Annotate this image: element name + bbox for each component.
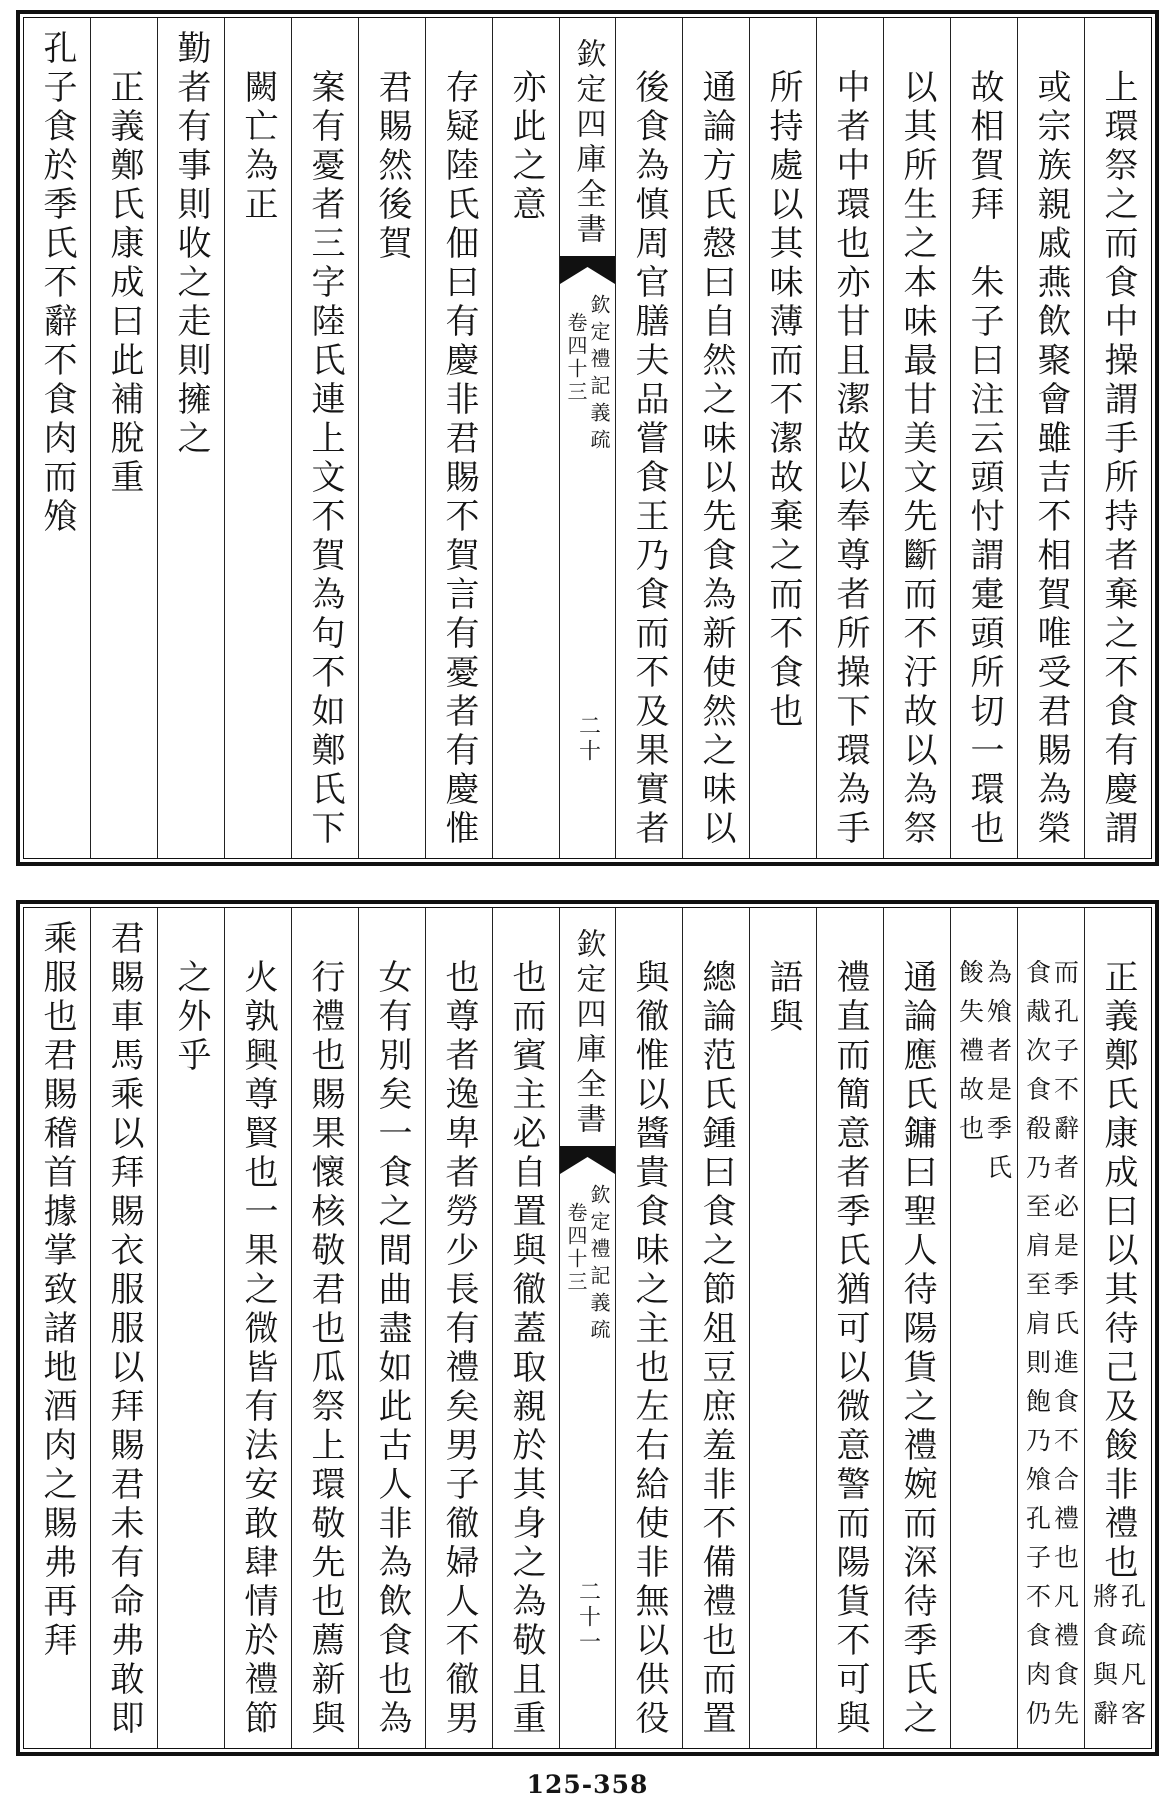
text-column <box>358 908 425 1748</box>
center-fold-column <box>559 908 615 1748</box>
folio-number: 二十一 <box>575 1580 601 1655</box>
text-column <box>24 18 90 858</box>
column-text: 與徹惟以醬貴食味之主也左右給使非無以供役 <box>629 959 669 1739</box>
fishtail-mark-icon <box>560 1146 615 1174</box>
column-text: 上環祭之而食中操謂手所持者棄之不食有慶謂 <box>1098 69 1138 849</box>
text-column <box>358 18 425 858</box>
column-text: 之外乎 <box>171 959 211 1076</box>
text-column <box>425 908 492 1748</box>
small-note-left-line: 餕失禮故也 <box>955 959 985 1154</box>
column-text: 孔子食於季氏不辭不食肉而飧 <box>37 30 77 537</box>
small-note-left-line: 將食與辭 <box>1089 1583 1119 1739</box>
column-text: 以其所生之本味最甘美文先斷而不汙故以為祭 <box>897 69 937 849</box>
book-title-block <box>566 1184 609 1346</box>
text-column <box>1017 18 1084 858</box>
text-column <box>90 18 157 858</box>
text-column <box>615 908 682 1748</box>
upper-half-page <box>16 10 1159 866</box>
column-text: 案有憂者三字陸氏連上文不賀為句不如鄭氏下 <box>305 69 345 849</box>
text-column <box>157 908 224 1748</box>
column-text: 中者中環也亦甘且潔故以奉尊者所操下環為手 <box>830 69 870 849</box>
column-text: 也而賓主必自置與徹蓋取親於其身之為敬且重 <box>506 959 546 1739</box>
column-text: 火孰興尊賢也一果之微皆有法安敢肆情於禮節 <box>238 959 278 1739</box>
page-number: 125-358 <box>526 1770 649 1799</box>
text-column <box>749 18 816 858</box>
small-note <box>1022 959 1080 1739</box>
upper-text-frame <box>23 17 1152 859</box>
text-column <box>291 18 358 858</box>
lower-text-frame <box>23 907 1152 1749</box>
small-note-right-line: 而孔子不辭者必是季氏進食不合禮也凡禮食先 <box>1050 959 1080 1739</box>
column-text: 也尊者逸卑者勞少長有禮矣男子徹婦人不徹男 <box>439 959 479 1739</box>
text-column <box>291 908 358 1748</box>
text-column <box>950 908 1017 1748</box>
column-text: 故相賀拜 朱子曰注云頭忖謂疐頭所切一環也 <box>964 69 1004 849</box>
text-column <box>749 908 816 1748</box>
text-column <box>1084 18 1151 858</box>
column-text: 勤者有事則收之走則擁之 <box>171 30 211 459</box>
column-text: 通論方氏慤曰自然之味以先食為新使然之味以 <box>696 69 736 849</box>
text-column <box>883 908 950 1748</box>
text-column <box>224 908 291 1748</box>
text-column <box>492 908 559 1748</box>
column-text: 正義鄭氏康成曰以其待己及餕非禮也 <box>1098 959 1138 1583</box>
small-note-right-line: 為飧者是季氏 <box>983 959 1013 1193</box>
text-column <box>90 908 157 1748</box>
column-text: 君賜車馬乘以拜賜衣服服以拜賜君未有命弗敢即 <box>104 920 144 1739</box>
fishtail-mark-icon <box>560 256 615 284</box>
column-text: 君賜然後賀 <box>372 69 412 264</box>
column-text: 語與 <box>763 959 803 1037</box>
column-text: 正義鄭氏康成曰此補脫重 <box>104 69 144 498</box>
column-text: 通論應氏鏞曰聖人待陽貨之禮婉而深待季氏之 <box>897 959 937 1739</box>
folio-number: 二十 <box>575 714 601 764</box>
text-column <box>950 18 1017 858</box>
lower-half-page <box>16 900 1159 1756</box>
small-note-left-line: 食胾次食殽乃至肩至肩則飽乃飧孔子不食肉仍 <box>1022 959 1052 1739</box>
center-fold-column <box>559 18 615 858</box>
text-column <box>24 908 90 1748</box>
text-column <box>1084 908 1151 1748</box>
column-text: 女有別矣一食之間曲盡如此古人非為飲食也為 <box>372 959 412 1739</box>
text-column <box>224 18 291 858</box>
text-column <box>615 18 682 858</box>
series-title: 欽定四庫全書 <box>570 38 606 248</box>
column-text: 亦此之意 <box>506 69 546 225</box>
text-column <box>883 18 950 858</box>
text-column <box>816 18 883 858</box>
small-note-right-line: 孔疏凡客 <box>1117 1583 1147 1739</box>
column-text: 闕亡為正 <box>238 69 278 225</box>
juan-number: 卷四十三 <box>564 1202 588 1294</box>
juan-number: 卷四十三 <box>564 312 588 404</box>
book-title: 欽定禮記義疏 <box>587 294 611 456</box>
column-text: 存疑陸氏佃曰有慶非君賜不賀言有憂者有慶惟 <box>439 69 479 849</box>
text-column <box>816 908 883 1748</box>
column-text: 或宗族親戚燕飲聚會雖吉不相賀唯受君賜為榮 <box>1031 69 1071 849</box>
column-text: 禮直而簡意者季氏猶可以微意警而陽貨不可與 <box>830 959 870 1739</box>
text-column <box>682 18 749 858</box>
series-title: 欽定四庫全書 <box>570 928 606 1138</box>
column-text: 乘服也君賜稽首據掌致諸地酒肉之賜弗再拜 <box>37 920 77 1661</box>
text-column <box>682 908 749 1748</box>
text-column <box>425 18 492 858</box>
text-column <box>492 18 559 858</box>
text-column <box>1017 908 1084 1748</box>
column-text: 所持處以其味薄而不潔故棄之而不食也 <box>763 69 803 732</box>
text-column <box>157 18 224 858</box>
small-note <box>1089 1583 1147 1739</box>
column-text: 後食為慎周官膳夫品嘗食王乃食而不及果實者 <box>629 69 669 849</box>
column-text: 行禮也賜果懷核敬君也瓜祭上環敬先也薦新與 <box>305 959 345 1739</box>
column-text: 總論范氏鍾曰食之節俎豆庶羞非不備禮也而置 <box>696 959 736 1739</box>
small-note <box>955 959 1013 1193</box>
book-title: 欽定禮記義疏 <box>587 1184 611 1346</box>
book-title-block <box>566 294 609 456</box>
